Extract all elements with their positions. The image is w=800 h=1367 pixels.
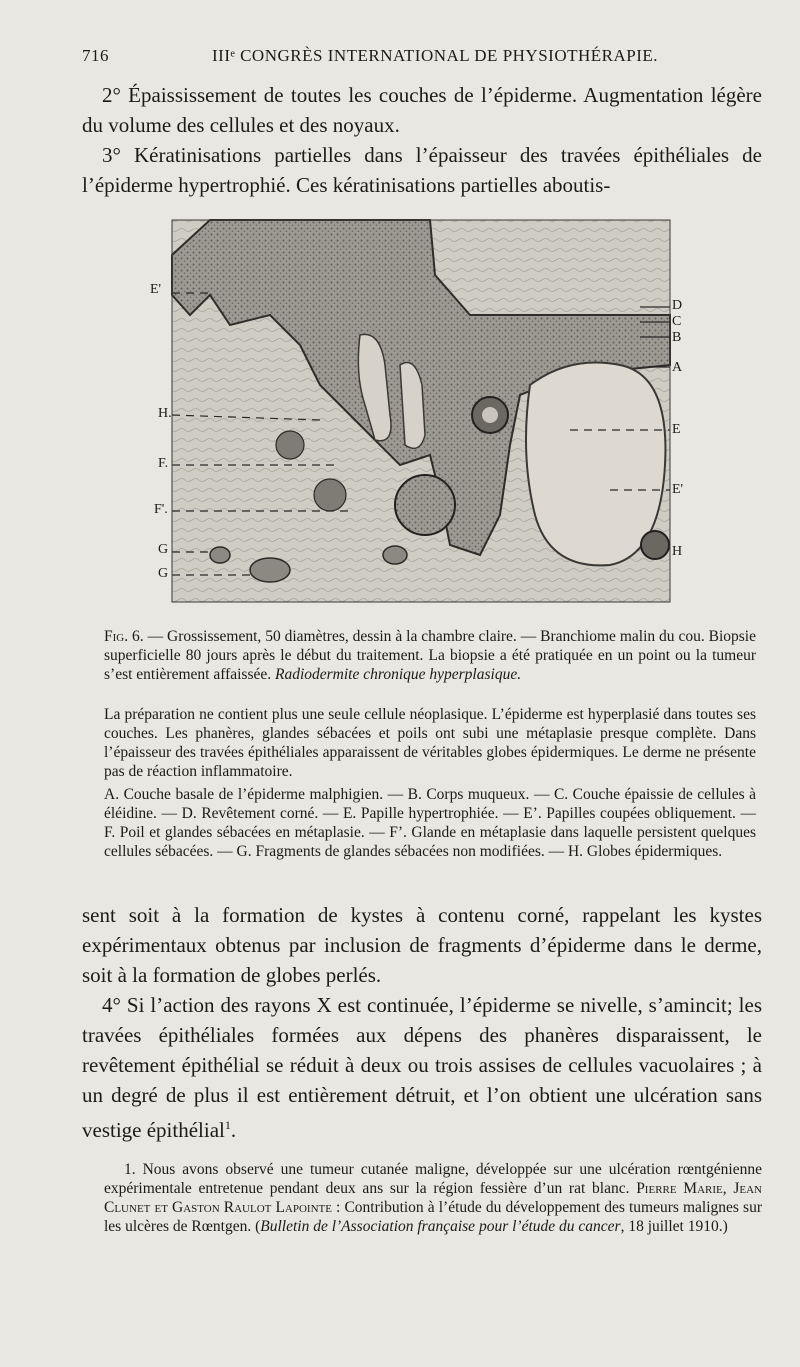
- page-number: 716: [82, 46, 109, 65]
- figure-caption-legend: A. Couche basale de l’épiderme malphigien. — B. Corps muqueux. — C. Couche épaissie de cellules à éléidine. — D. Revêtement corné. — E. Papille hypertrophiée. — E’. Papilles coupées obliquement. — F. Poil et glandes sébacées en métaplasie. — F’. Glande en métaplasie dans laquelle persistent quelques cellules sébacées. — G. Fragments de glandes sébacées non modifiées. — H. Globes épidermiques.: [104, 786, 756, 860]
- footnote-text-a: Nous avons observé une tumeur cutanée maligne, développée sur une ulcération rœntgénienne expérimentale entretenue pendant deux ans sur la région fessière d’un rat blanc.: [104, 1161, 762, 1197]
- hair-follicle: [276, 431, 304, 459]
- figure-description: — Grossissement, 50 diamètres, dessin à la chambre claire. — Branchiome malin du cou. Biopsie superficielle 80 jours après le début du traitement. La biopsie a été pratiquée en un point ou la tumeur s’est entièrement affaissée.: [104, 628, 756, 683]
- footnote-number: 1.: [124, 1161, 136, 1178]
- epidermal-globe: [395, 475, 455, 535]
- figure-label-g-left-2: G: [158, 566, 169, 581]
- paragraph-item-2: 2° Épaississement de toutes les couches de l’épiderme. Augmentation légère du volume des cellules et des noyaux.: [82, 83, 762, 137]
- epidermal-globe: [641, 531, 669, 559]
- figure-label-e-prime: E': [672, 482, 684, 497]
- figure-label-c: C: [672, 314, 682, 329]
- running-head: [82, 46, 762, 70]
- paragraph-item-4: [82, 990, 762, 1145]
- paragraph-item-3-start: 3° Kératinisations partielles dans l’épaisseur des travées épithéliales de l’épiderme hypertrophié. Ces kératinisations partielles aboutis-: [82, 143, 762, 197]
- histology-figure: [150, 215, 710, 615]
- hair-follicle: [314, 479, 346, 511]
- figure-label-a: A: [672, 360, 683, 375]
- figure-label-b: B: [672, 330, 682, 345]
- figure-label-f-left: F.: [158, 456, 169, 471]
- epidermal-globe-core: [482, 407, 498, 423]
- figure-label-g-left: G: [158, 542, 169, 557]
- figure-diagnosis: Radiodermite chronique hyperplasique.: [275, 666, 522, 683]
- figure-caption-body: La préparation ne contient plus une seule cellule néoplasique. L’épiderme est hyperplasié dans toutes ses couches. Les phanères, glandes sébacées et poils ont subi une métaplasie presque complète. Dans l’épaisseur des travées épithéliales apparaissent de véritables globes épidermiques. Le derme ne présente pas de réaction inflammatoire.: [104, 706, 756, 780]
- footnote-reference[interactable]: 1: [224, 1118, 231, 1132]
- footnote-journal: Bulletin de l’Association française pour l’étude du cancer: [260, 1218, 621, 1235]
- gland-fragment: [210, 547, 230, 563]
- paragraph-item-4-text: 4° Si l’action des rayons X est continuée, l’épiderme se nivelle, s’amincit; les travées épithéliales formées aux dépens des phanères disparaissent, le revêtement épithélial se réduit à deux ou trois assises de cellules vacuolaires ; à un degré de plus il est entièrement détruit, et l’on obtient une ulcération sans vestige épithélial: [82, 993, 762, 1142]
- footnote-authors: Pierre Marie, Jean Clunet et Gaston Raulot Lapointe: [104, 1180, 762, 1216]
- footnote-text-b: : Contribution à l’étude du développement des tumeurs malignes sur les ulcères de Rœntgen. (: [104, 1199, 762, 1235]
- paragraph-item-3-end: sent soit à la formation de kystes à contenu corné, rappelant les kystes expérimentaux obtenus par inclusion de fragments d’épiderme dans le derme, soit à la formation de globes perlés.: [82, 903, 762, 987]
- figure-label-h: H: [672, 544, 683, 559]
- histology-drawing: [150, 215, 710, 615]
- gland-fragment: [250, 558, 290, 582]
- gland-fragment: [383, 546, 407, 564]
- figure-label-d: D: [672, 298, 683, 313]
- figure-label-h-left: H.: [158, 406, 172, 421]
- figure-label-e-prime-left: E': [150, 282, 162, 297]
- paragraph-item-4-end: .: [230, 1118, 237, 1142]
- figure-label-e: E: [672, 422, 681, 437]
- footnote-text-c: , 18 juillet 1910.): [620, 1218, 728, 1235]
- figure-caption: [104, 627, 756, 684]
- footnote: [104, 1160, 762, 1236]
- running-title: IIIᵉ CONGRÈS INTERNATIONAL DE PHYSIOTHÉRAPIE.: [212, 46, 659, 65]
- figure-number: Fig. 6.: [104, 628, 144, 645]
- figure-label-f-prime-left: F'.: [154, 502, 168, 517]
